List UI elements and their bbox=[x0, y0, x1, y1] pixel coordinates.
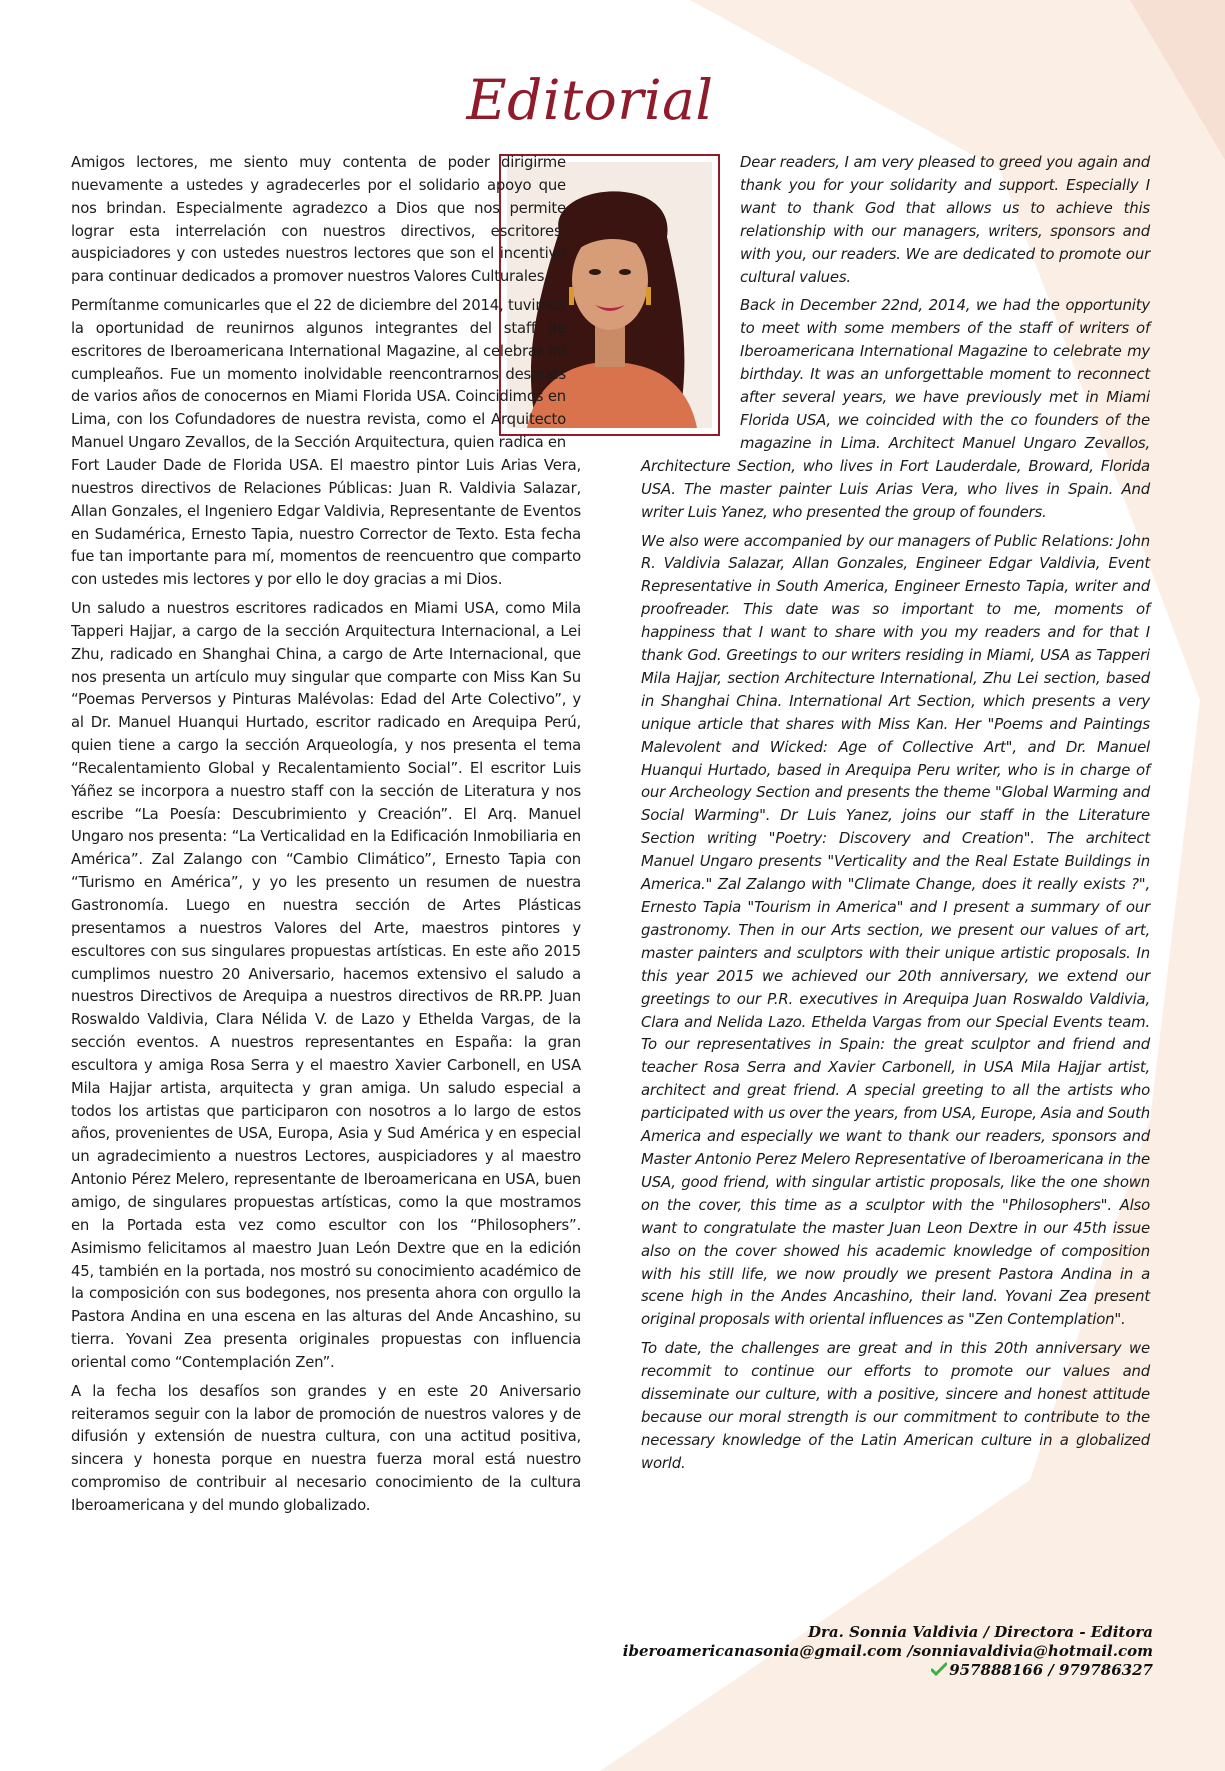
spanish-paragraph-3: Un saludo a nuestros escritores radicados en Miami USA, como Mila Tapperi Hajjar, a cargo de la sección Arquitectura Internacional, a Lei Zhu, radicado en Shanghai China, a cargo de Arte Internacional, que nos presenta un artículo muy singular que comparte con Miss Kan Su “Poemas Perversos y Pinturas Malévolas: Edad del Arte Colectivo”, y al Dr. Manuel Huanqui Hurtado, escritor radicado en Arequipa Perú, quien tiene a cargo la sección Arqueología, y nos presenta el tema “Recalentamiento Global y Recalentamiento Social”. El escritor Luis Yáñez se incorpora a nuestro staff con la sección de Literatura y nos escribe “La Poesía: Descubrimiento y Creación”. El Arq. Manuel Ungaro nos presenta: “La Verticalidad en la Edificación Inmobiliaria en América”. Zal Zalango con “Cambio Climático”, Ernesto Tapia con “Turismo en América”, y yo les presento un resumen de nuestra Gastronomía. Luego en nuestra sección de Artes Plásticas presentamos a nuestros Valores del Arte, maestros pintores y escultores con sus singulares propuestas artísticas. En este año 2015 cumplimos nuestro 20 Aniversario, hacemos extensivo el saludo a nuestros Directivos de Arequipa a nuestros directivos de RR.PP. Juan Roswaldo Valdivia, Clara Nélida V. de Lazo y Ethelda Vargas, de la sección eventos. A nuestros representantes en España: la gran escultora y amiga Rosa Serra y el maestro Xavier Carbonell, en USA Mila Hajjar artista, arquitecta y gran amiga. Un saludo especial a todos los artistas que participaron con nosotros a lo largo de estos años, provenientes de USA, Europa, Asia y Sud América y en especial un agradecimiento a nuestros Lectores, auspiciadores y al maestro Antonio Pérez Melero, representante de Iberoamericana en USA, buen amigo, de singulares propuestas artísticas, como la que mostramos en la Portada esta vez como escultor con los “Philosophers”. Asimismo felicitamos al maestro Juan León Dextre que en la edición 45, también en la portada, nos mostró su conocimiento académico de la composición con sus bodegones, nos presenta ahora con orgullo la Pastora Andina en una escena en las alturas del Ande Ancashino, su tierra. Yovani Zea presenta originales propuestas con influencia oriental como “Contemplación Zen”. bbox=[71, 599, 581, 1371]
spanish-column bbox=[71, 151, 581, 1523]
spanish-paragraph-4: A la fecha los desafíos son grandes y en este 20 Aniversario reiteramos seguir con la labor de promoción de nuestros valores y de difusión y extensión de nuestra cultura, con una actitud positiva, sincera y honesta porque en nuestra fuerza moral está nuestro compromiso de contribuir al necesario conocimiento de la cultura Iberoamericana y del mundo globalizado. bbox=[71, 1381, 581, 1514]
english-paragraph-2: Back in December 22nd, 2014, we had the opportunity to meet with some members of the staff of writers of Iberoamericana International Magazine to celebrate my birthday. It was an unforgettable moment to reconnect after several years, we have previously met in Miami Florida USA, we coincided with the co founders of the magazine in Lima. Architect Manuel Ungaro Zevallos, Architecture Section, who lives in Fort Lauderdale, Broward, Florida USA. The master painter Luis Arias Vera, who lives in Spain. And writer Luis Yanez, who presented the group of founders. bbox=[641, 296, 1150, 521]
whatsapp-icon bbox=[931, 1662, 947, 1676]
signature-email[interactable]: iberoamericanasonia@gmail.com /sonniavaldivia@hotmail.com bbox=[622, 1642, 1153, 1660]
spanish-paragraph-2: Permítanme comunicarles que el 22 de diciembre del 2014, tuvimos la oportunidad de reunirnos algunos integrantes del staff de escritores de Iberoamericana International Magazine, al celebrar mi cumpleaños. Fue un momento inolvidable reencontrarnos después de varios años de conocernos en Miami Florida USA. Coincidimos en Lima, con los Cofundadores de nuestra revista, como el Arquitecto Manuel Ungaro Zevallos, de la Sección Arquitectura, quien radica en Fort Lauder Dade de Florida USA. El maestro pintor Luis Arias Vera, nuestros directivos de Relaciones Públicas: Juan R. Valdivia Salazar, Allan Gonzales, el Ingeniero Edgar Valdivia, Representante de Eventos en Sudamérica, Ernesto Tapia, nuestro Corrector de Texto. Esta fecha fue tan importante para mí, momentos de reencuentro que comparto con ustedes mis lectores y por ello le doy gracias a mi Dios. bbox=[71, 296, 581, 589]
signature-name: Dra. Sonnia Valdivia / Directora - Editora bbox=[808, 1623, 1153, 1641]
english-paragraph-3: We also were accompanied by our managers of Public Relations: John R. Valdivia Salazar, Allan Gonzales, Engineer Edgar Valdivia, Event Representative in South America, Engineer Ernesto Tapia, writer and proofreader. This date was so important to me, moments of happiness that I want to share with you my readers and for that I thank God. Greetings to our writers residing in Miami, USA as Tapperi Mila Hajjar, section Architecture International, Zhu Lei section, based in Shanghai China. International Art Section, which presents a very unique article that shares with Miss Kan. Her "Poems and Paintings Malevolent and Wicked: Age of Collective Art", and Dr. Manuel Huanqui Hurtado, based in Arequipa Peru writer, who is in charge of our Archeology Section and presents the theme "Global Warming and Social Warming". Dr Luis Yanez, joins our staff in the Literature Section writing "Poetry: Discovery and Creation". The architect Manuel Ungaro presents "Verticality and the Real Estate Buildings in America." Zal Zalango with "Climate Change, does it really exists ?", Ernesto Tapia "Tourism in America" and I present a summary of our gastronomy. Then in our Arts section, we present our values of art, master painters and sculptors with their unique artistic proposals. In this year 2015 we achieved our 20th anniversary, we extend our greetings to our P.R. executives in Arequipa Juan Roswaldo Valdivia, Clara and Nelida Lazo. Ethelda Vargas from our Special Events team. To our representatives in Spain: the great sculptor and friend and teacher Rosa Serra and Xavier Carbonell, in USA Mila Hajjar artist, architect and great friend. A special greeting to all the artists who participated with us over the years, from USA, Europe, Asia and South America and especially we want to thank our readers, sponsors and Master Antonio Perez Melero Representative of Iberoamericana in the USA, good friend, with singular artistic proposals, like the one shown on the cover, this time as a sculptor with the "Philosophers". Also want to congratulate the master Juan Leon Dextre in our 45th issue also on the cover showed his academic knowledge of composition with his still life, we now proudly we present Pastora Andina in a scene high in the Andes Ancashino, their land. Yovani Zea present original proposals with oriental influences as "Zen Contemplation". bbox=[641, 531, 1150, 1329]
page-title: Editorial bbox=[466, 68, 714, 132]
signature-block bbox=[623, 1623, 1153, 1680]
english-paragraph-4: To date, the challenges are great and in this 20th anniversary we recommit to continue our efforts to promote our values and disseminate our culture, with a positive, sincere and honest attitude because our moral strength is our commitment to contribute to the necessary knowledge of the Latin American culture in a globalized world. bbox=[641, 1339, 1150, 1472]
english-paragraph-1: Dear readers, I am very pleased to greed you again and thank you for your solidarity and support. Especially I want to thank God that allows us to achieve this relationship with our managers, writers, sponsors and with you, our readers. We are dedicated to promote our cultural values. bbox=[740, 153, 1150, 286]
signature-phone bbox=[623, 1661, 1153, 1680]
spanish-paragraph-1: Amigos lectores, me siento muy contenta de poder dirigirme nuevamente a ustedes y agradecerles por el solidario apoyo que nos brindan. Especialmente agradezco a Dios que nos permite lograr esta interrelación con nuestros directivos, escritores, auspiciadores y con ustedes nuestros lectores que son el incentivo para continuar dedicados a promover nuestros Valores Culturales. bbox=[71, 153, 566, 286]
signature-phone-numbers: 957888166 / 979786327 bbox=[949, 1661, 1153, 1679]
english-column bbox=[641, 151, 1150, 1481]
